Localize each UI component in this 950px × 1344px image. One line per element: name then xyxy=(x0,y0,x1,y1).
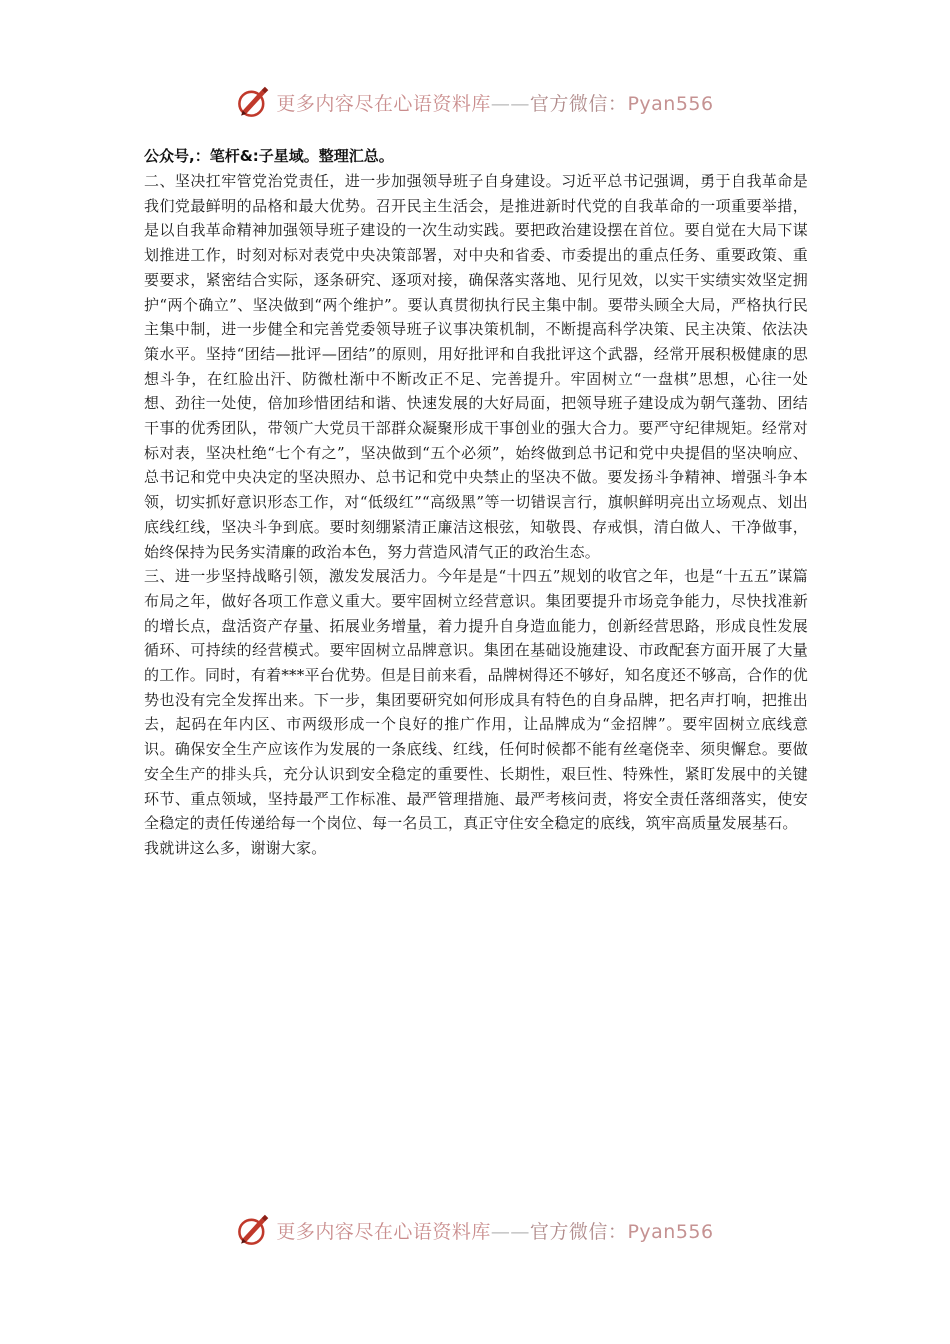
watermark-wechat-id: Pyan556 xyxy=(627,92,714,115)
watermark-separator: —— xyxy=(490,1220,530,1243)
paragraph-closing: 我就讲这么多，谢谢大家。 xyxy=(144,838,327,857)
document-body xyxy=(144,144,808,861)
watermark-wechat-label: 官方微信： xyxy=(529,1220,628,1243)
paragraph-section-two: 二、坚决扛牢管党治党责任，进一步加强领导班子自身建设。习近平总书记强调，勇于自我革命是我们党最鲜明的品格和最大优势。召开民主生活会，是推进新时代党的自我革命的一项重要举措，是以自我革命精神加强领导班子建设的一次生动实践。要把政治建设摆在首位。要自觉在大局下谋划推进工作，时刻对标对表党中央决策部署，对中央和省委、市委提出的重点任务、重要政策、重要要求，紧密结合实际，逐条研究、逐项对接，确保落实落地、见行见效，以实干实绩实效坚定拥护“两个确立”、坚决做到“两个维护”。要认真贯彻执行民主集中制。要带头顾全大局，严格执行民主集中制，进一步健全和完善党委领导班子议事决策机制，不断提高科学决策、民主决策、依法决策水平。坚持“团结—批评—团结”的原则，用好批评和自我批评这个武器，经常开展积极健康的思想斗争，在红脸出汗、防微杜渐中不断改正不足、完善提升。牢固树立“一盘棋”思想，心往一处想、劲往一处使，倍加珍惜团结和谐、快速发展的大好局面，把领导班子建设成为朝气蓬勃、团结干事的优秀团队，带领广大党员干部群众凝聚形成干事创业的强大合力。要严守纪律规矩。经常对标对表，坚决杜绝“七个有之”，坚决做到“五个必须”，始终做到总书记和党中央提倡的坚决响应、总书记和党中央决定的坚决照办、总书记和党中央禁止的坚决不做。要发扬斗争精神、增强斗争本领，切实抓好意识形态工作，对“低级红”“高级黑”等一切错误言行，旗帜鲜明亮出立场观点、划出底线红线，坚决斗争到底。要时刻绷紧清正廉洁这根弦，知敬畏、存戒惧，清白做人、干净做事，始终保持为民务实清廉的政治本色，努力营造风清气正的政治生态。 xyxy=(144,172,808,561)
watermark-wechat-label: 官方微信： xyxy=(529,92,628,115)
watermark-main-text: 更多内容尽在心语资料库 xyxy=(276,1220,491,1243)
watermark-bottom xyxy=(0,1208,950,1252)
pen-logo-icon xyxy=(236,1213,270,1247)
watermark-top xyxy=(0,80,950,124)
pen-logo-icon xyxy=(236,85,270,119)
watermark-separator: —— xyxy=(490,92,530,115)
paragraph-section-three: 三、进一步坚持战略引领，激发发展活力。今年是是“十四五”规划的收官之年，也是“十五五”谋篇布局之年，做好各项工作意义重大。要牢固树立经营意识。集团要提升市场竞争能力，尽快找准新的增长点，盘活资产存量、拓展业务增量，着力提升自身造血能力，创新经营思路，形成良性发展循环、可持续的经营模式。要牢固树立品牌意识。集团在基础设施建设、市政配套方面开展了大量的工作。同时，有着***平台优势。但是目前来看，品牌树得还不够好，知名度还不够高，合作的优势也没有完全发挥出来。下一步，集团要研究如何形成具有特色的自身品牌，把名声打响，把推出去，起码在年内区、市两级形成一个良好的推广作用，让品牌成为“金招牌”。要牢固树立底线意识。确保安全生产应该作为发展的一条底线、红线，任何时候都不能有丝毫侥幸、须臾懈怠。要做安全生产的排头兵，充分认识到安全稳定的重要性、长期性，艰巨性、特殊性，紧盯发展中的关键环节、重点领域，坚持最严工作标准、最严管理措施、最严考核问责，将安全责任落细落实，使安全稳定的责任传递给每一个岗位、每一名员工，真正守住安全稳定的底线，筑牢高质量发展基石。 xyxy=(144,567,808,833)
watermark-text xyxy=(276,89,713,116)
watermark-text xyxy=(276,1217,713,1244)
document-header: 公众号,：笔杆&:子星域。整理汇总。 xyxy=(144,147,394,165)
watermark-main-text: 更多内容尽在心语资料库 xyxy=(276,92,491,115)
watermark-wechat-id: Pyan556 xyxy=(627,1220,714,1243)
